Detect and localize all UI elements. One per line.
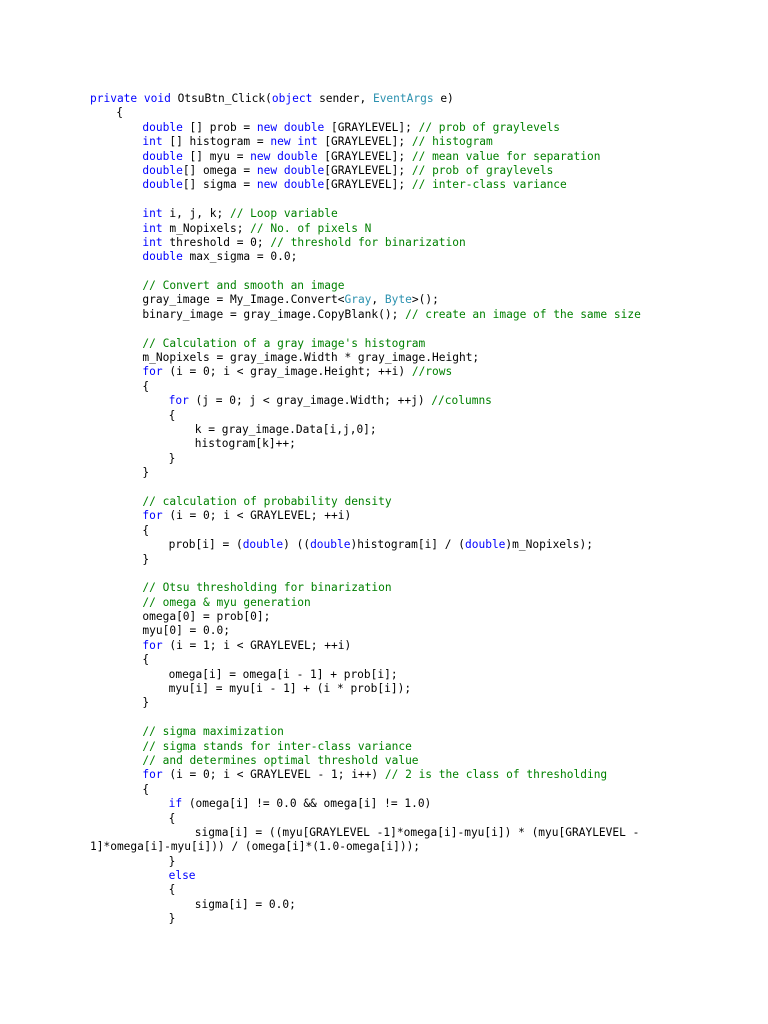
code-text: ) ((: [283, 538, 311, 552]
code-text: >();: [411, 293, 439, 307]
code-line: [0, 207, 768, 221]
code-text: k = gray_image.Data[i,j,0];: [194, 422, 377, 436]
code-comment: // histogram: [411, 135, 493, 149]
code-keyword: new: [256, 120, 278, 134]
code-line: [0, 524, 768, 538]
code-comment: // prob of graylevels: [418, 120, 561, 134]
code-line: [0, 380, 768, 394]
code-line: [0, 581, 768, 595]
code-line: [0, 668, 768, 682]
code-text: threshold = 0;: [162, 235, 271, 249]
code-line: [0, 409, 768, 423]
code-keyword: new: [270, 135, 291, 149]
code-text: binary_image = gray_image.CopyBlank();: [142, 307, 406, 321]
code-comment: // threshold for binarization: [270, 235, 466, 249]
code-line: [0, 567, 768, 581]
code-comment: // omega & myu generation: [142, 595, 311, 609]
code-line: [0, 337, 768, 351]
code-line: [0, 898, 768, 912]
code-text: {: [168, 883, 176, 897]
code-text: {: [142, 523, 150, 537]
code-comment: // 2 is the class of thresholding: [384, 768, 608, 782]
code-line: [0, 293, 768, 307]
code-keyword: double: [283, 163, 325, 177]
code-line: [0, 624, 768, 638]
code-comment: // sigma maximization: [142, 725, 284, 739]
code-text: [GRAYLEVEL];: [317, 135, 412, 149]
code-line: [0, 394, 768, 408]
code-text: [] histogram =: [162, 135, 271, 149]
code-comment: // Otsu thresholding for binarization: [142, 581, 392, 595]
code-type: Gray: [344, 293, 372, 307]
code-comment: // and determines optimal threshold value: [142, 753, 419, 767]
code-text: {: [142, 379, 150, 393]
code-comment: // create an image of the same size: [405, 307, 641, 321]
code-text: [GRAYLEVEL];: [317, 149, 412, 163]
code-text: (i = 0; i < GRAYLEVEL; ++i): [162, 509, 352, 523]
code-line: [0, 308, 768, 322]
code-keyword: private: [90, 92, 138, 105]
code-text: m_Nopixels = gray_image.Width * gray_image.Height;: [142, 351, 480, 365]
code-keyword: double: [465, 538, 506, 552]
code-comment: //rows: [411, 365, 453, 379]
code-keyword: double: [277, 149, 318, 163]
code-line: [0, 696, 768, 710]
code-text: (i = 0; i < gray_image.Height; ++i): [162, 365, 412, 379]
code-line: [0, 912, 768, 926]
code-keyword: int: [297, 135, 318, 149]
code-line: [0, 653, 768, 667]
code-line: [0, 351, 768, 365]
code-text: [137, 92, 144, 105]
code-type: Byte: [384, 293, 412, 307]
code-text: histogram[k]++;: [194, 437, 296, 451]
code-line: [0, 322, 768, 336]
code-line: [0, 92, 768, 106]
code-line: [0, 812, 768, 826]
code-text: )m_Nopixels);: [505, 538, 593, 552]
code-line: [0, 509, 768, 523]
code-line: [0, 883, 768, 897]
code-text: ,: [371, 293, 385, 307]
code-text: {: [168, 408, 176, 422]
code-text: prob[i] = (: [168, 538, 243, 552]
code-line: [0, 797, 768, 811]
code-comment: //columns: [431, 394, 492, 408]
code-keyword: double: [310, 538, 351, 552]
code-text: [GRAYLEVEL];: [324, 120, 419, 134]
code-text: [277, 164, 284, 177]
code-line: [0, 279, 768, 293]
code-comment: // calculation of probability density: [142, 494, 392, 508]
code-line: [0, 682, 768, 696]
code-keyword: double: [142, 149, 183, 163]
code-comment: // Convert and smooth an image: [142, 279, 345, 293]
code-text: }: [142, 696, 150, 710]
code-text: [] myu =: [182, 149, 251, 163]
code-text: sender,: [312, 92, 373, 105]
code-line: [0, 553, 768, 567]
code-keyword: new: [250, 149, 271, 163]
code-keyword: for: [142, 509, 163, 523]
code-type: EventArgs: [372, 92, 434, 105]
code-keyword: int: [142, 207, 163, 221]
code-text: [GRAYLEVEL];: [324, 163, 412, 177]
code-text: [] sigma =: [182, 178, 257, 192]
code-text: }: [168, 912, 176, 926]
code-text: i, j, k;: [162, 207, 230, 221]
code-text: [277, 178, 284, 191]
code-line: [0, 164, 768, 178]
code-text: gray_image = My_Image.Convert<: [142, 293, 345, 307]
code-line: [0, 178, 768, 192]
code-line: [0, 754, 768, 768]
code-line: [0, 265, 768, 279]
code-keyword: if: [168, 797, 183, 811]
code-comment: // Loop variable: [229, 207, 338, 221]
code-keyword: for: [142, 365, 163, 379]
code-keyword: double: [142, 250, 183, 264]
code-keyword: double: [142, 120, 183, 134]
code-keyword: else: [168, 869, 196, 883]
code-text: [277, 121, 284, 134]
code-text: {: [168, 811, 176, 825]
code-keyword: int: [142, 235, 163, 249]
code-text: {: [116, 106, 123, 120]
code-line: [0, 423, 768, 437]
code-line: [0, 725, 768, 739]
code-text: [] omega =: [182, 163, 257, 177]
code-line: [0, 495, 768, 509]
code-text: [] prob =: [182, 120, 257, 134]
code-line: [0, 452, 768, 466]
code-text: max_sigma = 0.0;: [182, 250, 298, 264]
code-keyword: new: [256, 163, 278, 177]
code-line: [0, 768, 768, 782]
code-listing: [0, 92, 768, 927]
code-comment: // inter-class variance: [411, 178, 567, 192]
code-keyword: double: [142, 163, 183, 177]
code-line: [0, 121, 768, 135]
code-keyword: int: [142, 221, 163, 235]
code-text: myu[0] = 0.0;: [142, 624, 230, 638]
code-text: }: [142, 466, 150, 480]
code-keyword: for: [142, 768, 163, 782]
code-comment: // No. of pixels N: [250, 221, 372, 235]
code-comment: // sigma stands for inter-class variance: [142, 739, 412, 753]
code-line: [0, 826, 768, 840]
code-keyword: new: [256, 178, 278, 192]
code-text: (j = 0; j < gray_image.Width; ++j): [188, 394, 432, 408]
code-line: [0, 106, 768, 120]
code-line: [0, 481, 768, 495]
code-line: [0, 466, 768, 480]
code-keyword: double: [142, 178, 183, 192]
code-keyword: for: [168, 394, 189, 408]
code-text: )histogram[i] / (: [350, 538, 465, 552]
code-text: (i = 1; i < GRAYLEVEL; ++i): [162, 638, 352, 652]
code-line: [0, 365, 768, 379]
code-comment: // Calculation of a gray image's histogram: [142, 336, 426, 350]
code-line: [0, 855, 768, 869]
code-text: e): [433, 92, 454, 105]
code-text: m_Nopixels;: [162, 221, 251, 235]
code-line: [0, 639, 768, 653]
code-text: omega[0] = prob[0];: [142, 610, 271, 624]
code-text: [GRAYLEVEL];: [324, 178, 412, 192]
code-text: }: [168, 451, 176, 465]
code-line: [0, 222, 768, 236]
code-text: myu[i] = myu[i - 1] + (i * prob[i]);: [168, 682, 412, 696]
code-line: [0, 740, 768, 754]
code-line: [0, 596, 768, 610]
code-comment: // mean value for separation: [411, 149, 601, 163]
code-text: OtsuBtn_Click(: [170, 92, 272, 105]
code-keyword: int: [142, 135, 163, 149]
code-line: [0, 135, 768, 149]
code-line: [0, 150, 768, 164]
code-text: (omega[i] != 0.0 && omega[i] != 1.0): [182, 797, 432, 811]
code-text: 1]*omega[i]-myu[i])) / (omega[i]*(1.0-omega[i]));: [90, 840, 421, 854]
code-text: sigma[i] = 0.0;: [194, 897, 296, 911]
code-line: [0, 538, 768, 552]
code-text: {: [142, 782, 150, 796]
code-text: }: [168, 854, 176, 868]
code-keyword: double: [283, 178, 325, 192]
code-keyword: double: [242, 538, 284, 552]
code-text: omega[i] = omega[i - 1] + prob[i];: [168, 667, 398, 681]
code-keyword: void: [143, 92, 171, 105]
code-keyword: double: [283, 120, 325, 134]
code-text: }: [142, 552, 150, 566]
code-line: [0, 437, 768, 451]
code-text: (i = 0; i < GRAYLEVEL - 1; i++): [162, 768, 385, 782]
code-line: [0, 250, 768, 264]
code-line: [0, 193, 768, 207]
code-line: [0, 711, 768, 725]
code-comment: // prob of graylevels: [411, 163, 554, 177]
code-text: {: [142, 653, 150, 667]
code-line: [0, 869, 768, 883]
code-line: [0, 236, 768, 250]
code-line: [0, 840, 768, 854]
code-keyword: object: [271, 92, 313, 105]
code-text: sigma[i] = ((myu[GRAYLEVEL -1]*omega[i]-myu[i]) * (myu[GRAYLEVEL -: [194, 825, 640, 839]
code-line: [0, 610, 768, 624]
code-line: [0, 783, 768, 797]
code-keyword: for: [142, 638, 163, 652]
